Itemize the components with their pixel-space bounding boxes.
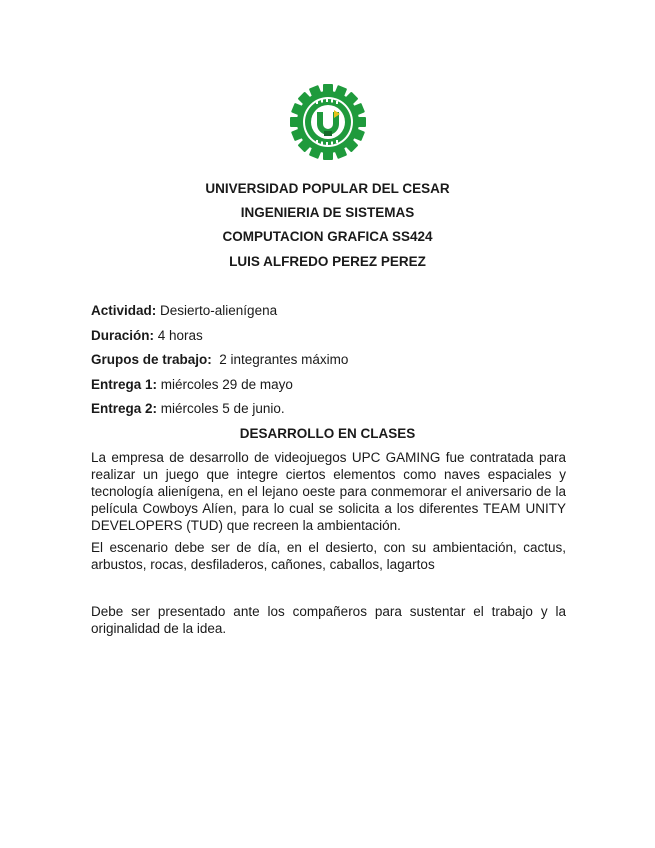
groups-label: Grupos de trabajo:	[91, 352, 212, 367]
activity-value: Desierto-alienígena	[156, 303, 278, 318]
activity-field	[91, 303, 277, 319]
program-name: INGENIERIA DE SISTEMAS	[240, 205, 415, 220]
course-name: COMPUTACION GRAFICA SS424	[222, 229, 433, 244]
paragraph-scenario: El escenario debe ser de día, en el desierto, con su ambientación, cactus, arbustos, rocas, desfiladeros, cañones, caballos, lagartos	[91, 540, 566, 572]
university-name: UNIVERSIDAD POPULAR DEL CESAR	[205, 181, 450, 196]
groups-value: 2 integrantes máximo	[211, 352, 349, 367]
duration-label: Duración:	[91, 328, 155, 343]
professor-name: LUIS ALFREDO PEREZ PEREZ	[229, 254, 426, 269]
activity-label: Actividad:	[91, 303, 157, 318]
delivery1-value: miércoles 29 de mayo	[157, 377, 293, 392]
delivery1-field	[91, 377, 293, 393]
delivery2-value: miércoles 5 de junio.	[157, 401, 285, 416]
paragraph-presentation: Debe ser presentado ante los compañeros para sustentar el trabajo y la originalidad de la idea.	[91, 604, 566, 636]
university-logo-icon	[290, 84, 366, 160]
duration-field	[91, 328, 203, 344]
delivery2-label: Entrega 2:	[91, 401, 158, 416]
section-title: DESARROLLO EN CLASES	[239, 426, 416, 441]
delivery1-label: Entrega 1:	[91, 377, 158, 392]
duration-value: 4 horas	[154, 328, 203, 343]
delivery2-field	[91, 401, 285, 417]
groups-field	[91, 352, 348, 368]
paragraph-description: La empresa de desarrollo de videojuegos UPC GAMING fue contratada para realizar un juego que integre ciertos elementos como naves espaciales y tecnología alienígena, en el lejano oeste para conmemorar el aniversario de la película Cowboys Alíen, para lo cual se solicita a los diferentes TEAM UNITY DEVELOPERS (TUD) que recreen la ambientación.	[91, 450, 566, 533]
